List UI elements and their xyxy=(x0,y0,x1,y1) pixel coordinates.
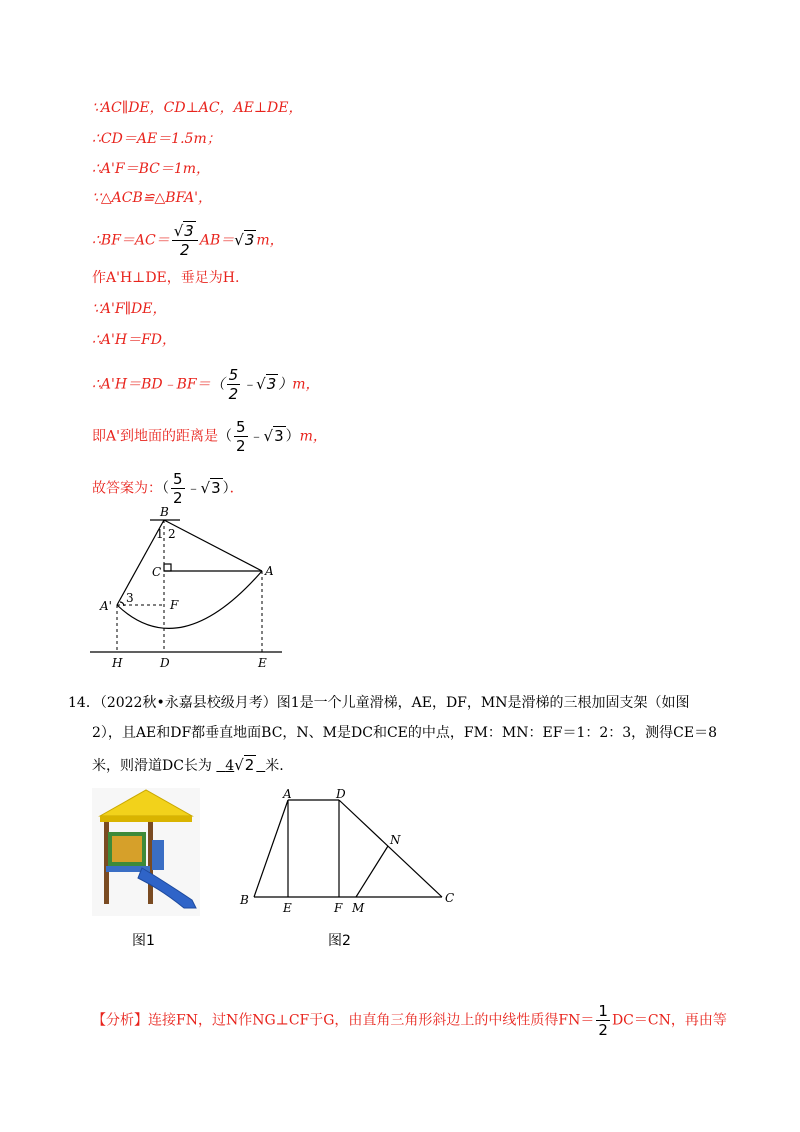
question-source: （2022秋•永嘉县校级月考） xyxy=(99,695,277,711)
label-B: B xyxy=(240,893,249,907)
solution-line-11: 故答案为：（ $\frac{5}{2}$ ﹣√3 ）． xyxy=(92,470,244,507)
l5-mid: AB＝ xyxy=(199,232,235,249)
line-BA xyxy=(164,520,262,571)
label-C: C xyxy=(152,565,162,579)
swing-diagram xyxy=(80,500,310,675)
sqrt3-over-2-fraction: $\frac{√3}{2}$ xyxy=(172,222,198,259)
solution-line-8: ∴A'H＝FD， xyxy=(92,332,177,348)
l5-pre: ∴BF＝AC＝ xyxy=(92,232,170,249)
solution-line-7: ∵A'F∥DE， xyxy=(92,301,167,317)
sqrt-symbol: √3 xyxy=(173,222,194,240)
label-D: D xyxy=(160,656,170,670)
analysis-tag: 【分析】 xyxy=(92,1012,148,1029)
label-B: B xyxy=(160,505,169,519)
label-A-prime: A' xyxy=(100,599,112,613)
right-angle-mark xyxy=(164,564,171,571)
slide-geometry-diagram xyxy=(232,788,464,918)
sqrt-symbol: √3 xyxy=(256,374,277,393)
label-2: 2 xyxy=(168,527,176,541)
solution-line-5: ∴BF＝AC＝ $\frac{√3}{2}$ AB＝√3 m， xyxy=(92,222,284,259)
question-14-line-3: 米，则滑道DC长为 4√2 米. xyxy=(92,756,284,774)
solution-line-6: 作A'H⊥DE，垂足为H. xyxy=(92,270,240,286)
label-E: E xyxy=(258,656,267,670)
five-halves-fraction: $\frac{5}{2}$ xyxy=(173,470,183,507)
label-C: C xyxy=(445,891,455,905)
line-AB xyxy=(254,800,288,897)
label-A: A xyxy=(283,788,292,801)
label-E: E xyxy=(283,901,292,915)
label-1: 1 xyxy=(156,527,164,541)
label-H: H xyxy=(112,656,123,670)
solution-line-2: ∴CD＝AE＝1.5m； xyxy=(92,131,221,147)
solution-line-10: 即A'到地面的距离是（ $\frac{5}{2}$ ﹣√3 ）m， xyxy=(92,418,327,455)
label-A: A xyxy=(265,564,274,578)
arc-A-prime-A xyxy=(117,571,262,628)
sqrt-symbol: √3 xyxy=(234,230,255,249)
question-number: 14． xyxy=(68,695,100,711)
label-F: F xyxy=(170,598,179,612)
label-N: N xyxy=(390,833,401,847)
caption-fig2: 图2 xyxy=(328,933,351,949)
solution-line-4: ∵△ACB≌△BFA'， xyxy=(92,190,213,206)
analysis-line: 【分析】连接FN，过N作NG⊥CF于G，由直角三角形斜边上的中线性质得FN＝ $\frac{1}{2}$ DC＝CN，再由等 xyxy=(92,1002,727,1039)
five-halves-fraction: $\frac{5}{2}$ xyxy=(228,366,239,403)
caption-fig1: 图1 xyxy=(132,933,155,949)
line-MN xyxy=(356,846,388,897)
question-14-line-2: 2），且AE和DF都垂直地面BC，N、M是DC和CE的中点，FM：MN：EF＝1：2：3，测得CE＝8 xyxy=(92,725,718,741)
label-D: D xyxy=(336,788,346,801)
question-14-line-1: 14．（2022秋•永嘉县校级月考）图1是一个儿童滑梯，AE，DF，MN是滑梯的三根加固支架（如图 xyxy=(68,695,690,711)
sqrt-symbol: √3 xyxy=(200,478,221,497)
slide-photo xyxy=(92,788,200,916)
solution-line-9: ∴A'H＝BD﹣BF＝（ $\frac{5}{2}$ ﹣√3 ）m， xyxy=(92,366,320,403)
solution-line-1: ∵AC∥DE，CD⊥AC，AE⊥DE， xyxy=(92,100,303,116)
five-halves-fraction: $\frac{5}{2}$ xyxy=(235,418,246,455)
answer-blank: 4√2 xyxy=(225,756,255,774)
label-M: M xyxy=(352,901,365,915)
one-half-fraction: $\frac{1}{2}$ xyxy=(598,1002,608,1039)
sqrt-symbol: √3 xyxy=(263,426,284,445)
line-DC xyxy=(339,800,442,897)
sqrt-symbol: √2 xyxy=(234,756,255,774)
label-F: F xyxy=(334,901,343,915)
label-3: 3 xyxy=(126,591,134,605)
solution-line-3: ∴A'F＝BC＝1m， xyxy=(92,161,211,177)
